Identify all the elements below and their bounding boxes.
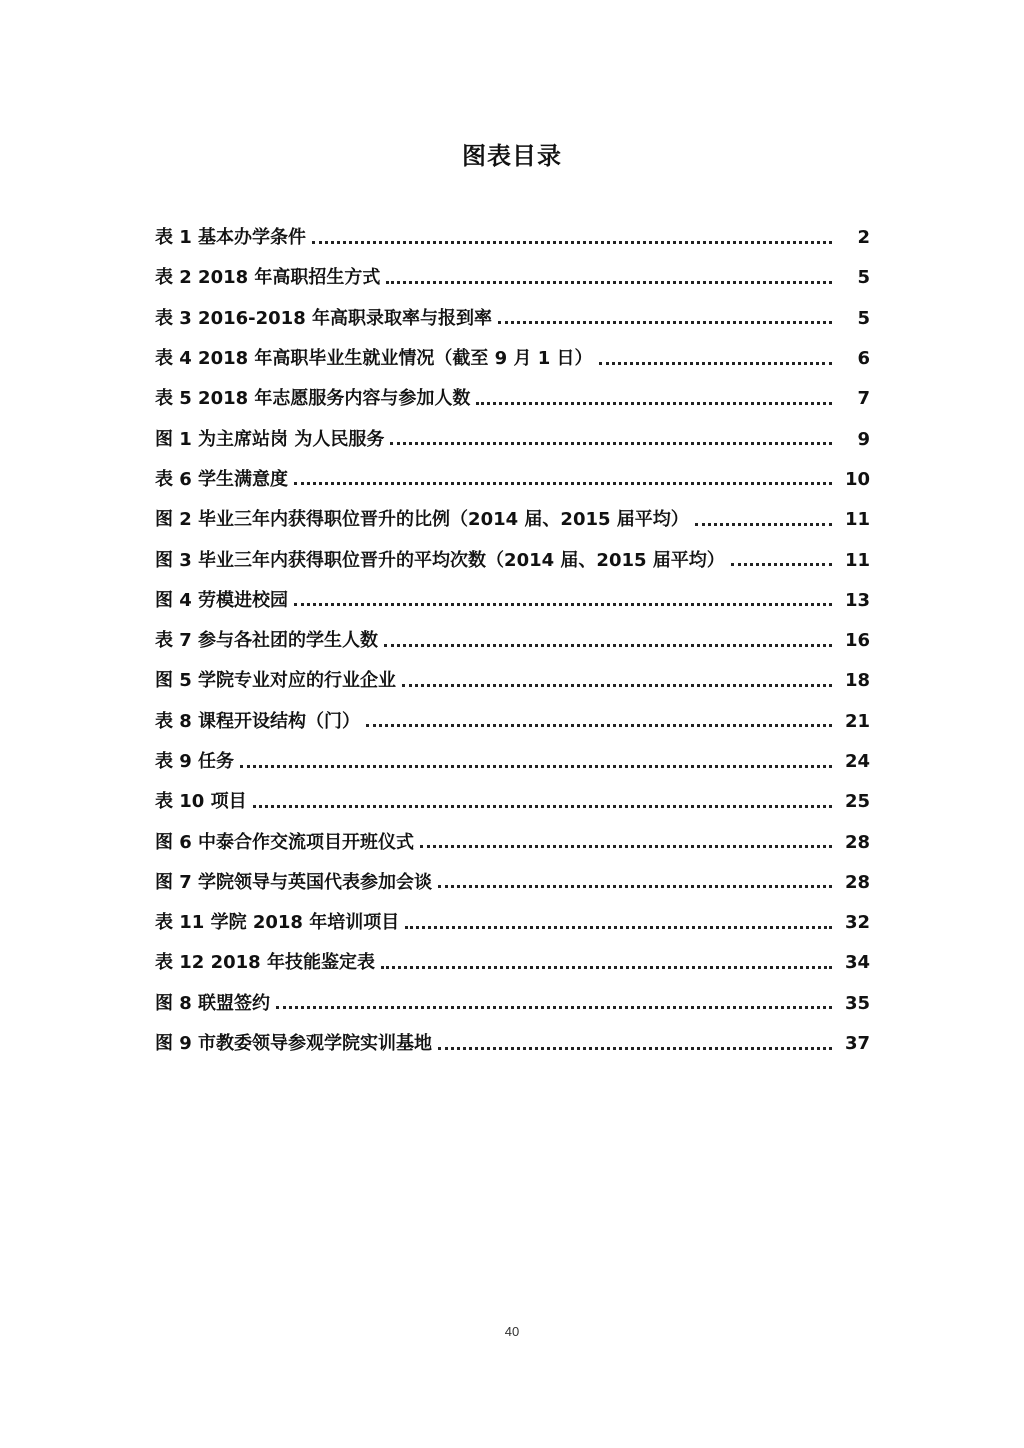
toc-entry[interactable] (155, 621, 870, 661)
toc-dot-leader (476, 402, 832, 405)
toc-entry-label: 表 6 学生满意度 (155, 468, 289, 490)
toc-entry-label: 表 1 基本办学条件 (155, 227, 307, 249)
toc-entry-page-number: 35 (844, 992, 870, 1014)
toc-entry-page-number: 11 (844, 509, 870, 531)
toc-entry-page-number: 37 (844, 1033, 870, 1055)
toc-entry-label: 表 2 2018 年高职招生方式 (155, 267, 381, 289)
toc-dot-leader (438, 1047, 832, 1050)
toc-entry[interactable] (155, 822, 870, 862)
toc-dot-leader (240, 765, 832, 768)
toc-entry[interactable] (155, 379, 870, 419)
toc-entry[interactable] (155, 903, 870, 943)
toc-entry[interactable] (155, 984, 870, 1024)
toc-entry-label: 图 4 劳模进校园 (155, 589, 289, 611)
toc-dot-leader (420, 845, 832, 848)
toc-entry[interactable] (155, 782, 870, 822)
toc-dot-leader (390, 442, 832, 445)
toc-entry-label: 表 12 2018 年技能鉴定表 (155, 952, 375, 974)
toc-entry[interactable] (155, 500, 870, 540)
toc-entry[interactable] (155, 702, 870, 742)
toc-entry-label: 表 9 任务 (155, 751, 235, 772)
toc-dot-leader (276, 1006, 832, 1009)
toc-entry-page-number: 16 (844, 630, 870, 652)
toc-entry-page-number: 28 (844, 831, 870, 853)
toc-entry[interactable] (155, 661, 870, 701)
toc-entry-label: 表 11 学院 2018 年培训项目 (155, 912, 400, 934)
toc-entry-page-number: 32 (844, 912, 870, 934)
toc-entry-page-number: 13 (844, 589, 870, 611)
toc-entry[interactable] (155, 460, 870, 500)
toc-entry-label: 图 6 中泰合作交流项目开班仪式 (155, 831, 415, 853)
toc-entry-page-number: 24 (844, 751, 870, 772)
toc-dot-leader (405, 926, 832, 929)
toc-entry-page-number: 9 (857, 428, 870, 450)
toc-dot-leader (731, 563, 832, 566)
toc-entry-page-number: 11 (844, 549, 870, 571)
toc-entry-label: 图 3 毕业三年内获得职位晋升的平均次数（2014 届、2015 届平均） (155, 549, 725, 571)
toc-entry-label: 表 5 2018 年志愿服务内容与参加人数 (155, 388, 471, 410)
toc-entry-page-number: 6 (857, 348, 870, 370)
toc-entry-page-number: 21 (844, 710, 870, 732)
toc-dot-leader (386, 281, 832, 284)
toc-entry[interactable] (155, 339, 870, 379)
toc-entry[interactable] (155, 258, 870, 298)
toc-entry-page-number: 2 (857, 227, 870, 249)
toc-dot-leader (402, 684, 832, 687)
toc-entry-label: 图 8 联盟签约 (155, 992, 271, 1014)
toc-entry[interactable] (155, 218, 870, 258)
page-number: 40 (504, 1324, 520, 1339)
toc-list (155, 218, 870, 1064)
toc-entry-page-number: 18 (844, 670, 870, 692)
toc-entry-label: 图 5 学院专业对应的行业企业 (155, 670, 397, 692)
toc-entry-label: 图 9 市教委领导参观学院实训基地 (155, 1033, 433, 1055)
toc-dot-leader (438, 885, 832, 888)
toc-dot-leader (381, 966, 832, 969)
toc-entry-page-number: 5 (857, 307, 870, 329)
toc-dot-leader (599, 362, 832, 365)
toc-entry-label: 表 8 课程开设结构（门） (155, 710, 361, 732)
toc-dot-leader (695, 523, 832, 526)
page-title: 图表目录 (462, 142, 562, 170)
toc-entry[interactable] (155, 419, 870, 459)
toc-entry-label: 表 3 2016-2018 年高职录取率与报到率 (155, 307, 492, 329)
toc-entry-page-number: 28 (844, 871, 870, 893)
toc-dot-leader (384, 644, 832, 647)
toc-entry[interactable] (155, 863, 870, 903)
toc-entry-label: 表 7 参与各社团的学生人数 (155, 630, 379, 652)
toc-entry-page-number: 25 (844, 791, 870, 813)
toc-entry[interactable] (155, 742, 870, 782)
toc-entry-label: 图 2 毕业三年内获得职位晋升的比例（2014 届、2015 届平均） (155, 509, 689, 531)
toc-entry-label: 图 7 学院领导与英国代表参加会谈 (155, 871, 433, 893)
toc-entry[interactable] (155, 299, 870, 339)
toc-entry-label: 表 4 2018 年高职毕业生就业情况（截至 9 月 1 日） (155, 348, 593, 370)
toc-dot-leader (294, 482, 832, 485)
toc-dot-leader (498, 321, 832, 324)
toc-dot-leader (312, 241, 832, 244)
toc-dot-leader (294, 603, 832, 606)
toc-entry[interactable] (155, 1024, 870, 1064)
toc-entry-page-number: 34 (844, 952, 870, 974)
toc-dot-leader (253, 805, 832, 808)
toc-entry-label: 表 10 项目 (155, 791, 247, 813)
toc-entry-page-number: 10 (844, 468, 870, 490)
toc-dot-leader (366, 724, 832, 727)
toc-entry-label: 图 1 为主席站岗 为人民服务 (155, 428, 385, 450)
toc-entry[interactable] (155, 943, 870, 983)
toc-entry-page-number: 5 (857, 267, 870, 289)
toc-entry-page-number: 7 (857, 388, 870, 410)
toc-entry[interactable] (155, 581, 870, 621)
toc-entry[interactable] (155, 540, 870, 580)
